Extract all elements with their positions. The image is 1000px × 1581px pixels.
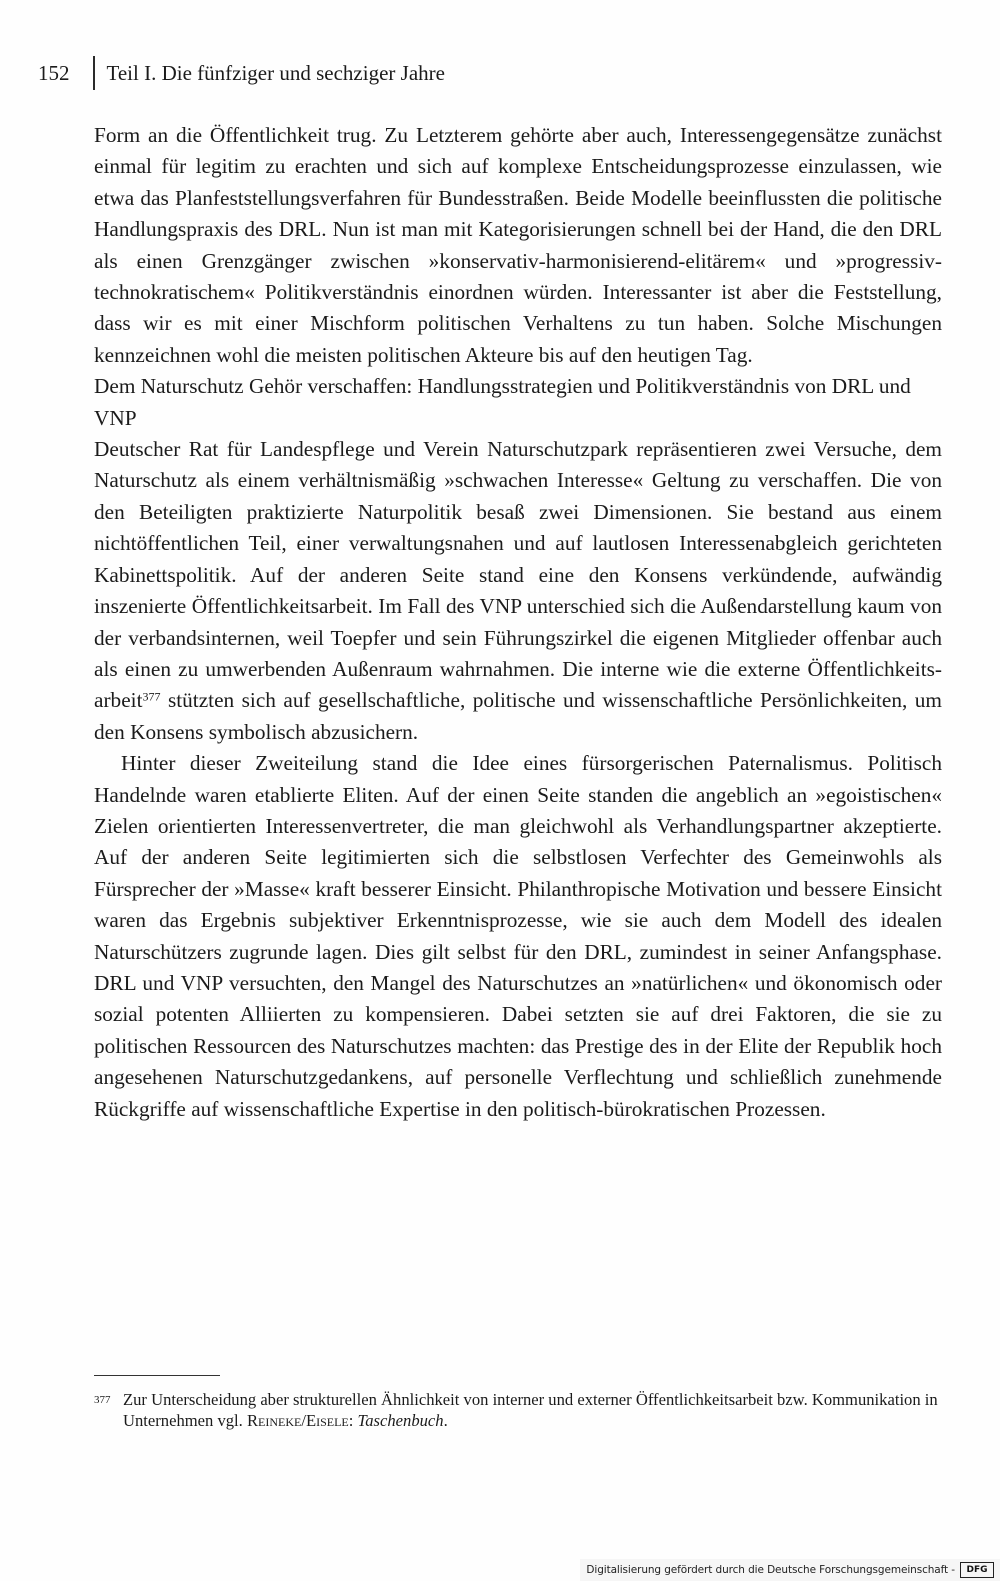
body-text [94, 120, 942, 1125]
paragraph-text: stützten sich auf gesellschaftliche, politische und wissenschaftliche Persönlichkeiten, um den Konsens symbolisch abzusichern. [94, 688, 942, 744]
footnote-end: . [443, 1411, 448, 1430]
footnote-separator: : [348, 1411, 358, 1430]
footnote-authors: Reineke/Eisele [246, 1411, 349, 1430]
footnote-text-part: Zur Unterscheidung aber strukturellen Ähnlichkeit von interner und externer Öffentlichkeitsarbeit bzw. Kommunikation in Unternehmen vgl. [123, 1390, 938, 1430]
footnote-divider [94, 1375, 220, 1376]
running-head-divider [93, 56, 95, 90]
scan-credit-strip [580, 1559, 1000, 1581]
footnote [94, 1389, 942, 1431]
footnote-reference[interactable]: 377 [142, 689, 161, 704]
paragraph-text: Deutscher Rat für Landespflege und Verein Naturschutzpark repräsentieren zwei Versuche, dem Naturschutz als einem verhältnismäßig »schwachen Interesse« Geltung zu verschaffen. Die von den Beteiligten praktizierte Naturpolitik besaß zwei Dimensionen. Sie bestand aus einem nichtöffentlichen Teil, einer verwaltungsnahen und auf lautlosen Interessenabgleich gerichteten Kabinettspolitik. Auf der anderen Seite stand eine den Konsens verkündende, aufwändig inszenierte Öffentlichkeitsarbeit. Im Fall des VNP unterschied sich die Außendarstellung kaum von der verbandsinternen, weil Toepfer und sein Führungszirkel die eigenen Mitglieder offenbar auch als einen zu umwerbenden Außenraum wahrnahmen. Die interne wie die externe Öffentlichkeitsarbeit [94, 437, 942, 713]
footnote-title: Taschenbuch [357, 1411, 444, 1430]
running-head [38, 56, 445, 90]
footnotes [94, 1389, 942, 1431]
page-number: 152 [38, 60, 70, 85]
footnote-number: 377 [94, 1394, 111, 1406]
footnote-text [123, 1389, 942, 1431]
paragraph: Form an die Öffentlichkeit trug. Zu Letzterem gehörte aber auch, Interessengegensätze zunächst einmal für legitim zu erachten und sich auf komplexe Entscheidungsprozesse einzulassen, wie etwa das Planfeststellungsverfahren für Bundesstraßen. Beide Modelle beeinflussten die politische Handlungspraxis des DRL. Nun ist man mit Kategorisierungen schnell bei der Hand, die den DRL als einen Grenzgänger zwischen »konservativ-harmonisierend-elitärem« und »progressiv-technokratischem« Politikverständnis einordnen würden. Interessanter ist aber die Feststellung, dass wir es mit einer Mischform politischen Verhaltens zu tun haben. Solche Mischungen kennzeichnen wohl die meisten politischen Akteure bis auf den heutigen Tag. [94, 123, 942, 367]
dfg-logo: DFG [960, 1562, 994, 1578]
section-heading: Dem Naturschutz Gehör verschaffen: Handlungsstrategien und Politikverständnis von DRL und VNP [94, 374, 911, 430]
paragraph: Hinter dieser Zweiteilung stand die Idee eines fürsorgerischen Paternalismus. Politisch Handelnde waren etablierte Eliten. Auf der einen Seite standen die angeblich an »egoistischen« Zielen orientierten Interessenvertreter, die man gleichwohl als Verhandlungspartner akzeptierte. Auf der anderen Seite legitimierten sich die selbstlosen Verfechter des Gemeinwohls als Fürsprecher der »Masse« kraft besserer Einsicht. Philanthropische Motivation und bessere Einsicht waren das Ergebnis subjektiver Erkenntnisprozesse, wie sie auch dem Modell des idealen Naturschützers zugrunde lagen. Dies gilt selbst für den DRL, zumindest in seiner Anfangsphase. DRL und VNP versuchten, den Mangel des Naturschutzes an »natürlichen« und ökonomisch oder sozial potenten Alliierten zu kompensieren. Dabei setzten sie auf drei Faktoren, die sie zu politischen Ressourcen des Naturschutzes machten: das Prestige des in der Elite der Republik hoch angesehenen Naturschutzgedankens, auf personelle Verflechtung und schließlich zunehmende Rückgriffe auf wissenschaftliche Expertise in den politisch-bürokratischen Prozessen. [94, 751, 942, 1121]
scan-credit-text: Digitalisierung gefördert durch die Deutsche Forschungsgemeinschaft - [586, 1564, 955, 1576]
paragraph [94, 434, 942, 748]
running-head-title: Teil I. Die fünfziger und sechziger Jahre [106, 60, 445, 85]
